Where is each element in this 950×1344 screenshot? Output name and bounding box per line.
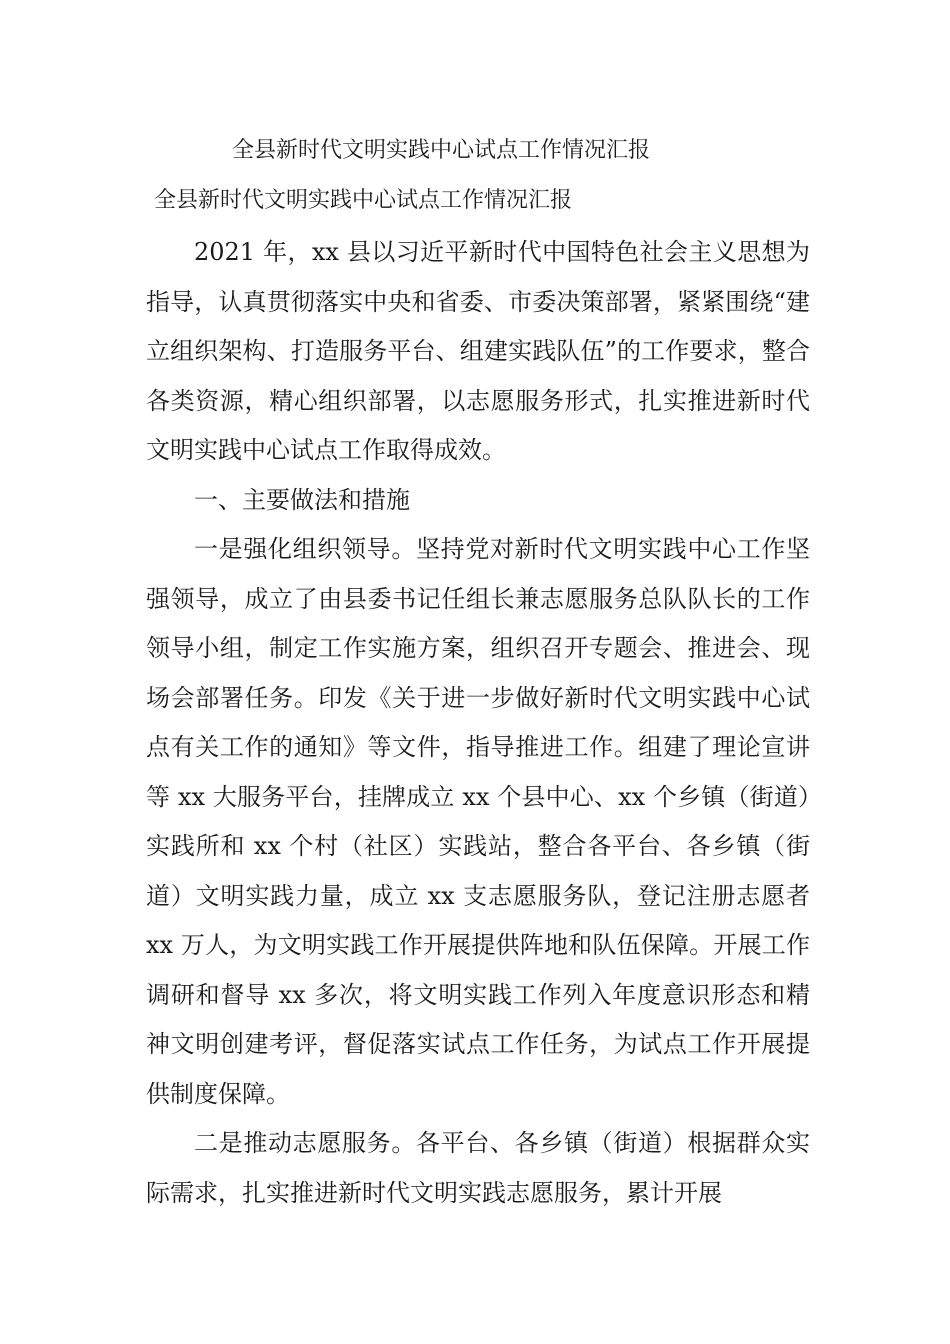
body-paragraph: 一是强化组织领导。坚持党对新时代文明实践中心工作坚强领导，成立了由县委书记任组长兼志愿服务总队队长的工作领导小组，制定工作实施方案，组织召开专题会、推进会、现场会部署任务。印发《关于进一步做好新时代文明实践中心试点有关工作的通知》等文件，指导推进工作。组建了理论宣讲等 xx 大服务平台，挂牌成立 xx 个县中心、xx 个乡镇（街道）实践所和 xx 个村（社区）实践站，整合各平台、各乡镇（街道）文明实践力量，成立 xx 支志愿服务队，登记注册志愿者 xx 万人，为文明实践工作开展提供阵地和队伍保障。开展工作调研和督导 xx 多次，将文明实践工作列入年度意识形态和精神文明创建考评，督促落实试点工作任务，为试点工作开展提供制度保障。 bbox=[146, 535, 810, 1108]
document-subtitle: 全县新时代文明实践中心试点工作情况汇报 bbox=[154, 188, 573, 213]
intro-paragraph: 2021 年，xx 县以习近平新时代中国特色社会主义思想为指导，认真贯彻落实中央和省委、市委决策部署，紧紧围绕“建立组织架构、打造服务平台、组建实践队伍”的工作要求，整合各类资源，精心组织部署，以志愿服务形式，扎实推进新时代文明实践中心试点工作取得成效。 bbox=[146, 238, 810, 464]
document-body bbox=[146, 228, 810, 1218]
document-title: 全县新时代文明实践中心试点工作情况汇报 bbox=[232, 138, 651, 163]
section-heading: 一、主要做法和措施 bbox=[194, 485, 410, 514]
body-paragraph: 二是推动志愿服务。各平台、各乡镇（街道）根据群众实际需求，扎实推进新时代文明实践志愿服务，累计开展 bbox=[146, 1129, 810, 1207]
